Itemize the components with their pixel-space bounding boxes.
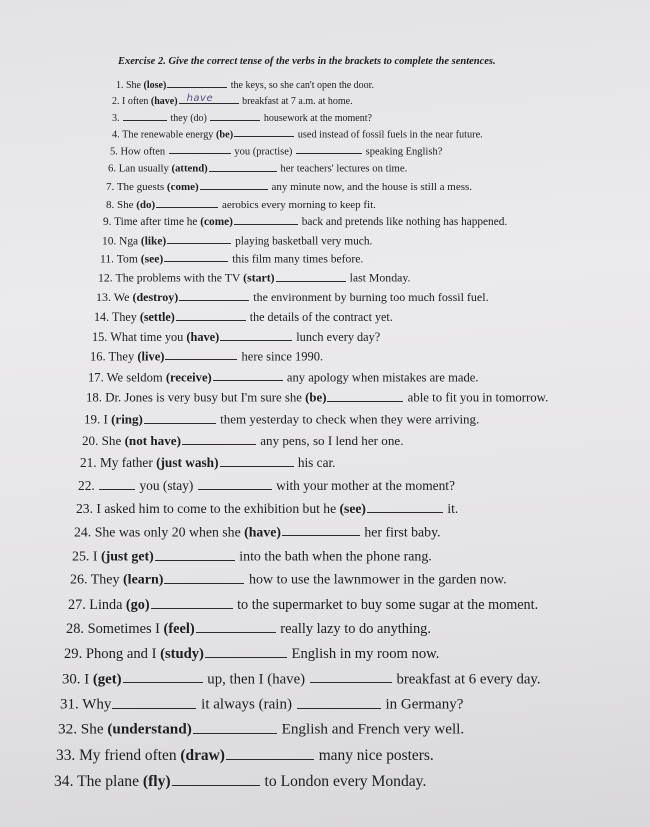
sentence-number: 30. — [62, 671, 85, 688]
sentence-32 — [58, 719, 464, 739]
answer-blank[interactable] — [310, 669, 392, 683]
answer-blank[interactable] — [220, 454, 294, 467]
sentence-text: Linda — [89, 596, 126, 613]
sentence-text: in Germany? — [381, 696, 464, 713]
sentence-text: playing basketball very much. — [232, 235, 373, 248]
verb-hint: (do) — [136, 198, 156, 211]
sentence-text: last Monday. — [346, 270, 411, 285]
sentence-text: I — [92, 549, 101, 565]
sentence-number: 11. — [100, 252, 117, 266]
sentence-text: the environment by burning too much fossil fuel. — [250, 289, 489, 304]
answer-blank[interactable] — [297, 694, 381, 709]
sentence-text: She — [117, 198, 137, 211]
verb-hint: (come) — [166, 180, 199, 193]
answer-blank[interactable] — [123, 111, 167, 121]
answer-blank[interactable] — [276, 270, 346, 282]
sentence-text: They — [111, 309, 140, 324]
sentence-number: 25. — [72, 549, 93, 565]
sentence-number: 28. — [66, 620, 88, 637]
answer-blank[interactable] — [205, 644, 287, 658]
sentence-number: 5. — [110, 146, 121, 158]
verb-hint: (just get) — [100, 549, 154, 565]
sentence-number: 26. — [70, 572, 91, 588]
answer-blank[interactable] — [164, 570, 244, 584]
sentence-28 — [66, 619, 431, 638]
verb-hint: (like) — [140, 235, 167, 248]
sentence-number: 12. — [98, 270, 116, 285]
answer-blank[interactable] — [209, 161, 277, 172]
sentence-26 — [70, 570, 507, 589]
answer-blank[interactable] — [193, 719, 277, 734]
sentence-number: 27. — [68, 596, 90, 613]
sentence-text: Phong and I — [85, 646, 161, 663]
sentence-text: used instead of fossil fuels in the near future. — [295, 129, 483, 141]
answer-blank[interactable] — [144, 411, 216, 424]
sentence-text: into the bath when the phone rang. — [235, 549, 432, 565]
answer-blank[interactable] — [198, 477, 272, 490]
sentence-number: 7. — [106, 180, 117, 193]
sentence-13 — [96, 289, 489, 305]
sentence-number: 33. — [56, 746, 80, 764]
sentence-3 — [112, 111, 372, 124]
sentence-34 — [54, 771, 426, 791]
sentence-text: They — [108, 349, 138, 364]
sentence-text: able to fit you in tomorrow. — [404, 390, 549, 405]
answer-blank[interactable] — [200, 179, 268, 190]
answer-blank[interactable] — [234, 127, 294, 137]
sentence-number: 10. — [102, 235, 120, 248]
sentence-text: Lan usually — [118, 162, 172, 175]
sentence-text: to London every Monday. — [260, 773, 427, 791]
verb-hint: (understand) — [107, 720, 192, 738]
sentence-text: She — [80, 720, 108, 738]
sentence-11 — [100, 251, 363, 265]
sentence-text: lunch every day? — [293, 330, 381, 345]
answer-blank[interactable] — [234, 214, 298, 225]
answer-blank[interactable] — [172, 771, 260, 786]
sentence-17 — [88, 369, 479, 385]
sentence-text: The guests — [116, 180, 167, 193]
sentence-text: breakfast at 7 a.m. at home. — [239, 96, 353, 107]
sentence-text: with your mother at the moment? — [272, 478, 455, 494]
verb-hint: (fly) — [142, 773, 171, 791]
sentence-24 — [74, 523, 441, 540]
verb-hint: (receive) — [165, 370, 212, 385]
sentence-text: really lazy to do anything. — [276, 620, 431, 637]
sentence-12 — [98, 270, 410, 286]
sentence-number: 9. — [103, 216, 115, 229]
sentence-7 — [106, 179, 472, 193]
verb-hint: (settle) — [139, 309, 175, 324]
sentence-14 — [94, 309, 393, 325]
answer-blank[interactable] — [210, 111, 260, 121]
sentence-number: 17. — [88, 370, 107, 385]
sentence-19 — [84, 411, 479, 428]
sentence-text: How often — [120, 146, 168, 158]
verb-hint: (come) — [200, 216, 233, 229]
sentence-number: 2. — [112, 96, 122, 107]
sentence-text: Nga — [119, 235, 141, 248]
sentence-9 — [103, 214, 507, 228]
sentence-text: I often — [122, 96, 151, 107]
sentence-text: speaking English? — [363, 146, 443, 158]
sentence-text: My friend often — [79, 746, 181, 764]
answer-blank[interactable] — [220, 329, 292, 341]
sentence-number: 34. — [54, 773, 78, 791]
answer-blank[interactable] — [155, 547, 235, 561]
answer-blank[interactable] — [169, 144, 231, 154]
sentence-4 — [112, 127, 483, 140]
sentence-text: Sometimes I — [87, 620, 164, 637]
sentence-text: Time after time he — [114, 216, 201, 229]
verb-hint: (lose) — [143, 80, 167, 91]
sentence-text: any minute now, and the house is still a mess. — [268, 180, 473, 193]
sentence-30 — [62, 669, 541, 688]
sentence-text: English in my room now. — [287, 646, 440, 663]
sentence-text: English and French very well. — [277, 720, 465, 738]
sentence-text: to the supermarket to buy some sugar at the moment. — [233, 596, 539, 613]
sentence-text: how to use the lawnmower in the garden now. — [245, 572, 507, 588]
sentence-29 — [64, 644, 439, 663]
sentence-number: 18. — [86, 390, 106, 405]
verb-hint: (see) — [339, 501, 366, 517]
sentence-18 — [86, 389, 548, 406]
sentence-text: The plane — [77, 773, 143, 791]
sentence-text: her first baby. — [360, 524, 441, 540]
verb-hint: (see) — [140, 252, 164, 266]
sentence-text: her teachers' lectures on time. — [277, 162, 408, 175]
answer-blank[interactable] — [176, 309, 246, 321]
handwritten-answer: have — [186, 93, 214, 104]
sentence-text: up, then I (have) — [203, 671, 309, 688]
answer-blank[interactable] — [156, 197, 218, 208]
answer-blank[interactable] — [226, 745, 314, 760]
sentence-23 — [76, 500, 458, 517]
sentence-text: it always (rain) — [197, 696, 296, 713]
exercise-title: Exercise 2. Give the correct tense of the verbs in the brackets to complete the sentences. — [118, 56, 496, 67]
sentence-text: the details of the contract yet. — [246, 309, 393, 324]
sentence-5 — [110, 144, 442, 157]
sentence-text: aerobics every morning to keep fit. — [219, 198, 376, 211]
sentence-20 — [82, 432, 403, 449]
answer-blank[interactable] — [282, 523, 360, 536]
sentence-25 — [72, 547, 432, 566]
sentence-text: We — [113, 289, 133, 304]
verb-hint: (ring) — [111, 411, 143, 427]
answer-blank[interactable] — [164, 251, 228, 262]
sentence-text: this film many times before. — [229, 252, 364, 266]
sentence-text: the keys, so she can't open the door. — [228, 80, 374, 91]
verb-hint: (draw) — [180, 746, 225, 764]
sentence-10 — [102, 233, 372, 247]
sentence-text: The renewable energy — [122, 129, 216, 141]
answer-blank[interactable] — [151, 595, 233, 609]
sentence-number: 19. — [84, 411, 104, 427]
verb-hint: (get) — [92, 671, 122, 688]
sentence-text: I — [103, 411, 112, 427]
sentence-text: We seldom — [106, 370, 166, 385]
answer-blank[interactable] — [123, 669, 203, 683]
sentence-number: 15. — [92, 330, 111, 345]
sentence-33 — [56, 745, 434, 765]
answer-blank[interactable] — [296, 144, 362, 154]
sentence-22 — [78, 477, 455, 494]
verb-hint: (not have) — [124, 432, 181, 448]
sentence-text: Dr. Jones is very busy but I'm sure she — [105, 390, 306, 405]
sentence-text: here since 1990. — [238, 349, 324, 364]
verb-hint: (just wash) — [156, 454, 219, 470]
sentence-text: it. — [443, 501, 459, 517]
sentence-text: any apology when mistakes are made. — [283, 370, 479, 385]
sentence-text: She — [126, 80, 144, 91]
sentence-number: 8. — [106, 198, 117, 211]
sentence-text: I — [84, 671, 93, 688]
sentence-15 — [92, 329, 380, 345]
sentence-text: My father — [99, 454, 157, 470]
sentence-text: you (practise) — [231, 146, 296, 158]
sentence-number: 23. — [76, 501, 97, 517]
verb-hint: (feel) — [163, 620, 195, 637]
sentence-31 — [60, 694, 463, 714]
sentence-text: housework at the moment? — [261, 113, 372, 124]
sentence-number: 24. — [74, 524, 95, 540]
verb-hint: (have) — [244, 524, 281, 540]
sentence-number: 29. — [64, 646, 86, 663]
sentence-text: any pens, so I lend her one. — [256, 432, 404, 448]
answer-blank[interactable] — [182, 432, 256, 445]
verb-hint: (destroy) — [132, 289, 179, 304]
sentence-21 — [80, 454, 336, 471]
sentence-text: back and pretends like nothing has happened. — [298, 216, 508, 229]
sentence-number: 21. — [80, 454, 100, 470]
verb-hint: (live) — [137, 349, 165, 364]
verb-hint: (attend) — [171, 162, 208, 175]
sentence-16 — [90, 348, 323, 364]
sentence-text: Why — [82, 696, 112, 713]
verb-hint: (be) — [216, 129, 234, 141]
sentence-number: 4. — [112, 129, 123, 141]
sentence-text: She was only 20 when she — [94, 524, 245, 540]
sentence-number: 14. — [94, 309, 112, 324]
sentence-1 — [116, 78, 374, 91]
answer-blank[interactable] — [196, 619, 276, 633]
sentence-text: they (do) — [168, 113, 210, 124]
answer-blank[interactable] — [213, 369, 283, 381]
sentence-text: I asked him to come to the exhibition but he — [96, 501, 340, 517]
verb-hint: (have) — [186, 330, 220, 345]
sentence-number: 3. — [112, 113, 122, 124]
verb-hint: (be) — [305, 390, 327, 405]
sentence-number: 1. — [116, 80, 126, 91]
sentence-number: 13. — [96, 289, 114, 304]
verb-hint: (learn) — [123, 572, 164, 588]
verb-hint: (start) — [243, 270, 275, 285]
sentence-text: She — [101, 432, 125, 448]
sentence-number: 31. — [60, 696, 83, 713]
sentence-number: 32. — [58, 720, 81, 738]
sentence-6 — [108, 161, 407, 175]
sentence-number: 16. — [90, 349, 109, 364]
answer-blank[interactable] — [167, 233, 231, 244]
sentence-text: What time you — [110, 330, 187, 345]
answer-blank[interactable] — [179, 289, 249, 301]
sentence-number: 6. — [108, 162, 119, 175]
verb-hint: (have) — [150, 96, 178, 107]
answer-blank[interactable] — [327, 389, 403, 402]
sentence-text: them yesterday to check when they were arriving. — [216, 411, 480, 427]
sentence-27 — [68, 595, 538, 614]
answer-blank[interactable] — [112, 694, 196, 709]
answer-blank[interactable] — [167, 78, 227, 88]
sentence-number: 22. — [78, 478, 99, 494]
sentence-text: many nice posters. — [314, 746, 434, 764]
sentence-number: 20. — [82, 432, 102, 448]
sentence-text: They — [90, 572, 124, 588]
answer-blank-filled[interactable] — [179, 94, 239, 104]
answer-blank[interactable] — [99, 477, 135, 490]
sentence-8 — [106, 197, 376, 211]
sentence-text: breakfast at 6 every day. — [392, 671, 541, 688]
sentence-text: you (stay) — [136, 478, 197, 494]
sentence-text: Tom — [116, 252, 141, 266]
verb-hint: (study) — [160, 646, 204, 663]
answer-blank[interactable] — [367, 500, 443, 513]
sentence-2 — [112, 94, 353, 107]
sentence-text: The problems with the TV — [115, 270, 244, 285]
verb-hint: (go) — [125, 596, 150, 613]
sentence-text: his car. — [294, 454, 336, 470]
answer-blank[interactable] — [165, 348, 237, 360]
